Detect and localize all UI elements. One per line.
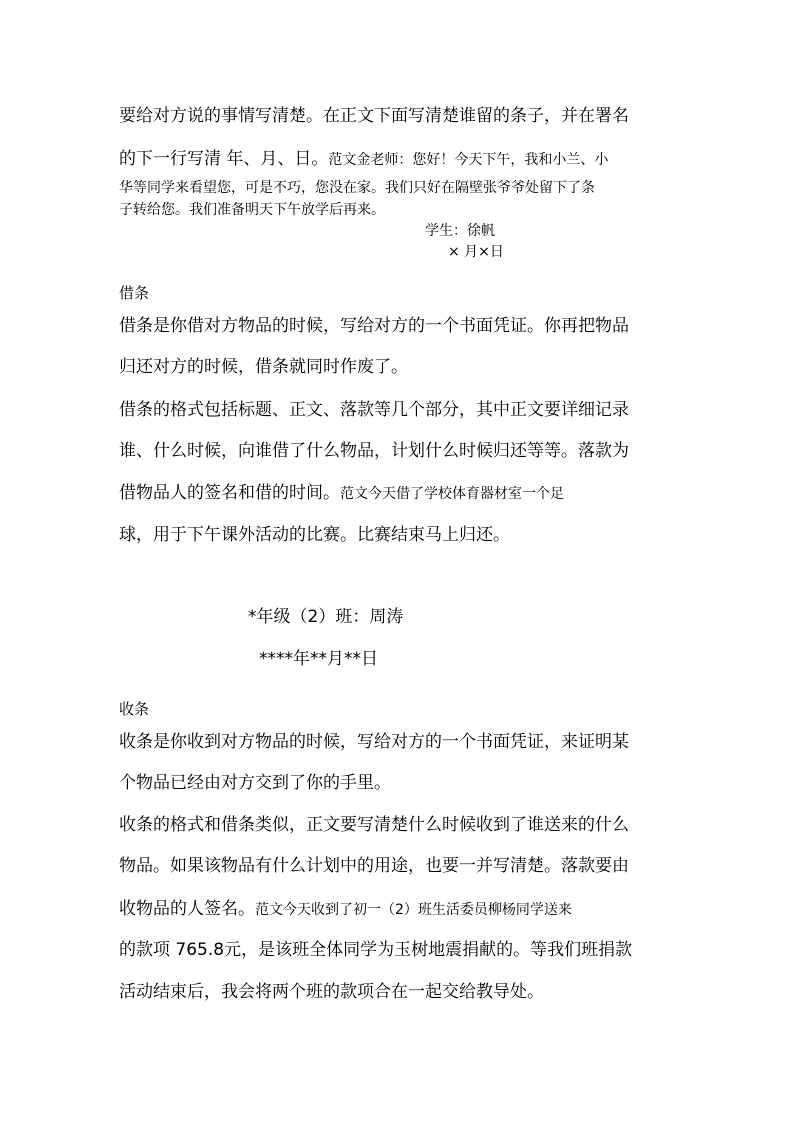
iou-signature: *年级（2）班：周涛: [248, 607, 404, 627]
receipt-sample-line-3: 活动结束后，我会将两个班的款项合在一起交给教导处。: [119, 982, 544, 1002]
iou-para-2-line-2: 谁、什么时候，向谁借了什么物品，计划什么时候归还等等。落款为: [119, 441, 629, 461]
iou-sample-line-2: 球，用于下午课外活动的比赛。比赛结束马上归还。: [119, 525, 510, 545]
notice-sample-line-2: 华等同学来看望您，可是不巧，您没在家。我们只好在隔壁张爷爷处留下了条: [119, 180, 595, 196]
iou-para-1-line-1: 借条是你借对方物品的时候，写给对方的一个书面凭证。你再把物品: [119, 316, 629, 336]
notice-sample-line-3: 子转给您。我们准备明天下午放学后再来。: [119, 202, 385, 218]
receipt-para-2-line-3: [119, 901, 572, 918]
notice-intro-line-1: 要给对方说的事情写清楚。在正文下面写清楚谁留的条子，并在署名: [119, 106, 629, 126]
notice-date: × 月×日: [448, 244, 504, 260]
iou-para-1-line-2: 归还对方的时候，借条就同时作废了。: [119, 357, 408, 377]
iou-para-2-line-3-main: 借物品人的签名和借的时间。: [119, 483, 340, 503]
receipt-para-2-line-2: 物品。如果该物品有什么计划中的用途，也要一并写清楚。落款要由: [119, 856, 629, 876]
receipt-para-2-line-1: 收条的格式和借条类似，正文要写清楚什么时候收到了谁送来的什么: [119, 815, 629, 835]
receipt-sample-line-2: 的款项 765.8元，是该班全体同学为玉树地震捐献的。等我们班捐款: [119, 940, 633, 960]
notice-signature: 学生：徐帆: [425, 223, 495, 239]
notice-intro-line-2: [119, 151, 608, 168]
receipt-para-1-line-1: 收条是你收到对方物品的时候，写给对方的一个书面凭证，来证明某: [119, 732, 629, 752]
receipt-heading: 收条: [119, 700, 150, 718]
iou-sample-line-1: 范文今天借了学校体育器材室一个足: [340, 486, 564, 502]
receipt-sample-line-1: 范文今天收到了初一（2）班生活委员柳杨同学送来: [255, 902, 572, 918]
iou-date: ****年**月**日: [259, 649, 378, 669]
receipt-para-1-line-2: 个物品已经由对方交到了你的手里。: [119, 773, 391, 793]
iou-para-2-line-3: [119, 485, 564, 502]
notice-intro-line-2-main: 的下一行写清 年、月、日。: [119, 149, 329, 169]
receipt-para-2-line-3-main: 收物品的人签名。: [119, 899, 255, 919]
iou-heading: 借条: [119, 284, 150, 302]
notice-sample-line-1: 范文金老师：您好！今天下午，我和小兰、小: [328, 152, 609, 168]
iou-para-2-line-1: 借条的格式包括标题、正文、落款等几个部分，其中正文要详细记录: [119, 400, 629, 420]
